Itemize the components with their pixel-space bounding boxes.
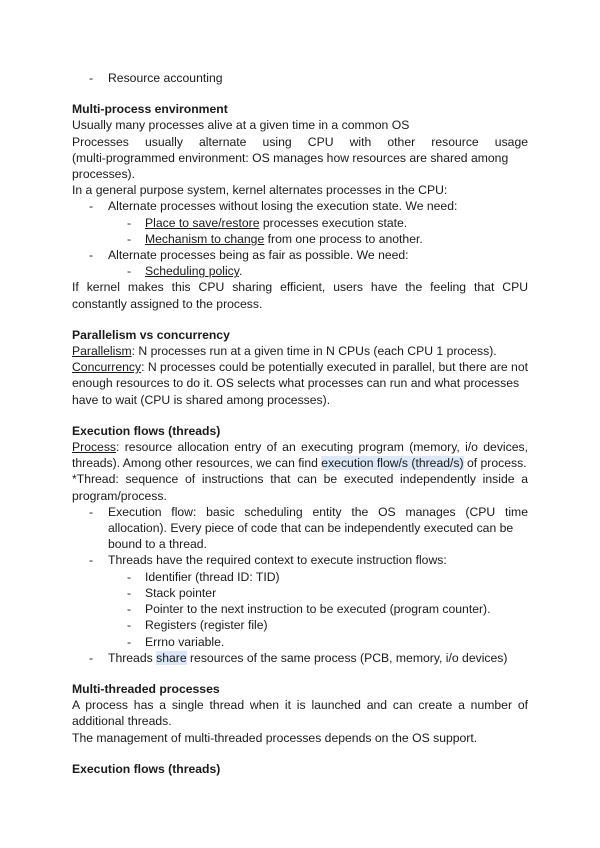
list-item-text: processes execution state. bbox=[259, 215, 408, 230]
paragraph-line bbox=[72, 359, 528, 375]
bullet-dash: - bbox=[89, 650, 94, 665]
sub-list-item bbox=[72, 263, 528, 279]
definition-text: of process. bbox=[463, 456, 527, 471]
paragraph-line: If kernel makes this CPU sharing efficient, users have the feeling that CPU bbox=[72, 280, 528, 295]
bullet-dash: - bbox=[89, 199, 94, 214]
definition-text: : resource allocation entry of an executing program (memory, i/o devices, bbox=[116, 440, 528, 455]
underlined-term: Process bbox=[72, 440, 117, 455]
list-item-text: Errno variable. bbox=[145, 634, 225, 649]
bullet-dash: - bbox=[127, 215, 132, 230]
sub-list-item bbox=[72, 215, 528, 231]
list-item-continuation: bound to a thread. bbox=[108, 537, 207, 552]
section-heading-execution-flows: Execution flows (threads) bbox=[72, 423, 221, 438]
bullet-dash: - bbox=[89, 504, 94, 519]
sub-list-item bbox=[72, 617, 528, 633]
list-item-text: Threads bbox=[108, 650, 157, 665]
sub-list-item bbox=[72, 231, 528, 247]
list-item bbox=[72, 552, 528, 568]
list-item bbox=[72, 247, 528, 263]
definition-text: threads). Among other resources, we can find bbox=[72, 456, 322, 471]
paragraph-line bbox=[72, 343, 528, 359]
list-item-text: Threads have the required context to execute instruction flows: bbox=[108, 553, 447, 568]
list-item-continuation: allocation). Every piece of code that can be independently executed can be bbox=[108, 521, 514, 536]
underlined-term: Scheduling policy bbox=[145, 264, 239, 279]
list-item bbox=[72, 198, 528, 214]
bullet-dash: - bbox=[89, 248, 94, 263]
definition-text: : N processes run at a given time in N CPUs (each CPU 1 process). bbox=[131, 344, 497, 359]
bullet-dash: - bbox=[127, 618, 132, 633]
list-item-text: from one process to another. bbox=[264, 231, 423, 246]
sub-list-item bbox=[72, 569, 528, 585]
list-item-text: Resource accounting bbox=[108, 71, 223, 85]
list-item bbox=[72, 650, 528, 666]
paragraph-line bbox=[72, 439, 528, 455]
sub-list-item bbox=[72, 601, 528, 617]
list-item-text: . bbox=[238, 264, 243, 279]
paragraph-line: enough resources to do it. OS selects what processes can run and what processes bbox=[72, 376, 520, 391]
list-item-text: Alternate processes being as fair as possible. We need: bbox=[108, 248, 409, 263]
paragraph-line: A process has a single thread when it is launched and can create a number of bbox=[72, 698, 528, 713]
paragraph-line: *Thread: sequence of instructions that can be executed independently inside a bbox=[72, 472, 528, 487]
paragraph-line: Processes usually alternate using CPU with other resource usage bbox=[72, 134, 528, 149]
paragraph-line: additional threads. bbox=[72, 714, 172, 729]
section-heading-execution-flows-2: Execution flows (threads) bbox=[72, 761, 221, 776]
document-page bbox=[72, 70, 528, 777]
sub-list-item bbox=[72, 585, 528, 601]
bullet-dash: - bbox=[89, 71, 94, 85]
highlighted-text: execution flow/s (thread/s) bbox=[321, 456, 464, 471]
list-item-text: Alternate processes without losing the execution state. We need: bbox=[108, 199, 458, 214]
bullet-dash: - bbox=[127, 264, 132, 279]
paragraph-line bbox=[72, 455, 528, 471]
sub-list-item bbox=[72, 634, 528, 650]
underlined-term: Concurrency bbox=[72, 360, 142, 375]
bullet-dash: - bbox=[127, 585, 132, 600]
bullet-dash: - bbox=[127, 231, 132, 246]
highlighted-text: share bbox=[156, 650, 187, 665]
paragraph-line: have to wait (CPU is shared among processes). bbox=[72, 392, 331, 407]
list-item-text: Stack pointer bbox=[145, 585, 217, 600]
paragraph-line: In a general purpose system, kernel alternates processes in the CPU: bbox=[72, 183, 448, 198]
definition-text: : N processes could be potentially executed in parallel, but there are not bbox=[141, 360, 528, 375]
list-item-text: Execution flow: basic scheduling entity the OS manages (CPU time bbox=[108, 504, 528, 519]
bullet-dash: - bbox=[89, 553, 94, 568]
paragraph-line: (multi-programmed environment: OS manages how resources are shared among bbox=[72, 150, 509, 165]
bullet-dash: - bbox=[127, 602, 132, 617]
underlined-term: Place to save/restore bbox=[145, 215, 260, 230]
section-heading-multi-threaded: Multi-threaded processes bbox=[72, 681, 220, 696]
paragraph-line: Usually many processes alive at a given time in a common OS bbox=[72, 118, 410, 133]
paragraph-line: program/process. bbox=[72, 488, 167, 503]
section-heading-parallelism: Parallelism vs concurrency bbox=[72, 327, 230, 342]
underlined-term: Mechanism to change bbox=[145, 231, 265, 246]
paragraph-line: constantly assigned to the process. bbox=[72, 296, 263, 311]
paragraph-line: The management of multi-threaded processes depends on the OS support. bbox=[72, 730, 478, 745]
list-item bbox=[72, 504, 528, 520]
bullet-dash: - bbox=[127, 634, 132, 649]
underlined-term: Parallelism bbox=[72, 344, 132, 359]
section-heading-multi-process: Multi-process environment bbox=[72, 102, 228, 117]
list-item-text: resources of the same process (PCB, memory, i/o devices) bbox=[186, 650, 508, 665]
list-item-text: Pointer to the next instruction to be executed (program counter). bbox=[145, 602, 491, 617]
list-item-text: Identifier (thread ID: TID) bbox=[145, 569, 280, 584]
paragraph-line: processes). bbox=[72, 167, 135, 182]
bullet-dash: - bbox=[127, 569, 132, 584]
list-item bbox=[72, 70, 528, 86]
list-item-text: Registers (register file) bbox=[145, 618, 268, 633]
